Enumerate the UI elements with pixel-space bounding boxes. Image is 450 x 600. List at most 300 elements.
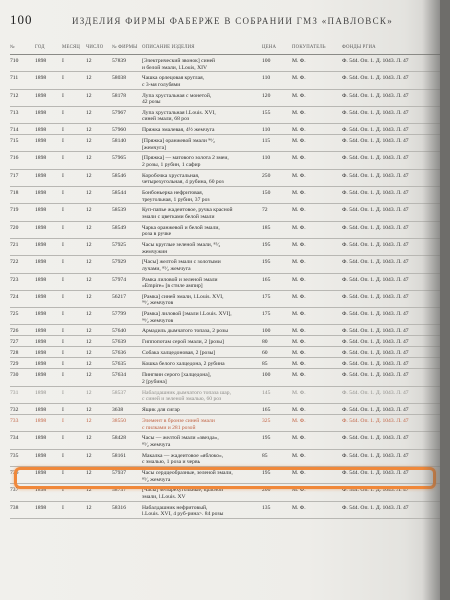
cell-year: 1898 — [35, 75, 47, 82]
table-row — [10, 369, 440, 386]
page-number: 100 — [10, 12, 33, 27]
table-row — [10, 107, 440, 124]
cell-firm-number: 58178 — [112, 92, 126, 99]
cell-month: I — [62, 372, 64, 379]
cell-month: I — [62, 452, 64, 459]
cell-buyer: М. Ф. — [292, 435, 306, 442]
col-number: № — [10, 44, 15, 50]
table-row — [10, 325, 440, 336]
cell-price: 165 — [262, 407, 271, 414]
cell-archive-fund: Ф. 544. Оп. 1. Д. 1043. Л. 47 — [342, 293, 409, 300]
cell-archive-fund: Ф. 544. Оп. 1. Д. 1043. Л. 47 — [342, 207, 409, 214]
cell-price: 250 — [262, 172, 271, 179]
cell-description: Часы — желтой эмали «звезда», ⁸⁵⁄₂ жемчуга — [142, 435, 219, 448]
cell-buyer: М. Ф. — [292, 452, 306, 459]
cell-year: 1898 — [35, 293, 47, 300]
table-row — [10, 187, 440, 204]
cell-buyer: М. Ф. — [292, 339, 306, 346]
table-row — [10, 135, 440, 152]
col-buyer: ПОКУПАТЕЛЬ — [292, 44, 326, 50]
table-row — [10, 415, 440, 432]
col-description: ОПИСАНИЕ ИЗДЕЛИЯ — [142, 44, 195, 50]
cell-buyer: М. Ф. — [292, 92, 306, 99]
cell-archive-fund: Ф. 544. Оп. 1. Д. 1043. Л. 47 — [342, 75, 409, 82]
cell-description: Пряжка эмалевая, 4½ жемчуга — [142, 127, 215, 134]
cell-description: Пингвин серого [халцедона], 2 [рубина] — [142, 372, 212, 386]
cell-archive-fund: Ф. 544. Оп. 1. Д. 1043. Л. 47 — [342, 361, 409, 368]
cell-year: 1898 — [35, 58, 47, 64]
cell-firm-number: 57925 — [112, 241, 126, 248]
cell-month: I — [62, 92, 64, 99]
cell-firm-number: 38550 — [112, 418, 126, 425]
col-firm-number: № ФИРМЫ — [112, 44, 138, 50]
cell-firm-number: 3638 — [112, 407, 124, 414]
cell-price: 115 — [262, 138, 271, 145]
cell-archive-fund: Ф. 544. Оп. 1. Д. 1043. Л. 47 — [342, 138, 409, 145]
cell-firm-number: 57799 — [112, 311, 126, 318]
cell-month: I — [62, 207, 64, 214]
cell-price: 195 — [262, 469, 271, 476]
table-row — [10, 204, 440, 221]
cell-month: I — [62, 487, 64, 494]
cell-year: 1898 — [35, 361, 47, 368]
cell-archive-fund: Ф. 544. Оп. 1. Д. 1043. Л. 47 — [342, 504, 409, 511]
cell-firm-number: 57839 — [112, 58, 126, 64]
cell-firm-number: 57967 — [112, 109, 126, 116]
cell-firm-number: 57960 — [112, 127, 126, 134]
cell-number: 715 — [10, 138, 19, 145]
cell-day: 12 — [86, 75, 92, 82]
cell-year: 1898 — [35, 418, 47, 425]
cell-price: 185 — [262, 224, 271, 231]
cell-description: Коробочка хрустальная, четырехугольная, 4 рубина, 60 роз — [142, 172, 224, 186]
cell-buyer: М. Ф. — [292, 224, 306, 231]
table-row — [10, 152, 440, 169]
table-row — [10, 274, 440, 291]
cell-firm-number: 58537 — [112, 389, 126, 396]
cell-year: 1898 — [35, 92, 47, 99]
cell-description: Кошка белого халцедона, 2 рубина — [142, 361, 225, 368]
cell-firm-number: 57639 — [112, 339, 126, 346]
cell-firm-number: 57640 — [112, 328, 126, 335]
cell-year: 1898 — [35, 241, 47, 248]
cell-day: 12 — [86, 276, 92, 283]
page-gutter-shadow — [422, 0, 440, 600]
cell-price: 60 — [262, 350, 268, 357]
cell-month: I — [62, 311, 64, 318]
cell-day: 12 — [86, 109, 92, 116]
cell-buyer: М. Ф. — [292, 328, 306, 335]
cell-day: 12 — [86, 487, 92, 494]
cell-archive-fund: Ф. 544. Оп. 1. Д. 1043. Л. 47 — [342, 350, 409, 357]
cell-month: I — [62, 469, 64, 476]
cell-price: 135 — [262, 504, 271, 511]
cell-buyer: М. Ф. — [292, 350, 306, 357]
cell-year: 1898 — [35, 328, 47, 335]
cell-day: 12 — [86, 407, 92, 414]
cell-price: 85 — [262, 361, 268, 368]
cell-description: Армадиль дымчатого топаза, 2 розы — [142, 328, 229, 335]
table-row — [10, 72, 440, 89]
cell-number: 711 — [10, 75, 19, 82]
cell-archive-fund: Ф. 544. Оп. 1. Д. 1043. Л. 47 — [342, 407, 409, 414]
cell-archive-fund: Ф. 544. Оп. 1. Д. 1043. Л. 47 — [342, 58, 409, 64]
cell-month: I — [62, 407, 64, 414]
cell-buyer: М. Ф. — [292, 372, 306, 379]
cell-buyer: М. Ф. — [292, 259, 306, 266]
table-row — [10, 502, 440, 519]
cell-month: I — [62, 155, 64, 162]
cell-description: Бонбоньерка нефритовая, треугольная, 1 рубин, 37 роз — [142, 190, 210, 203]
running-title: ИЗДЕЛИЯ ФИРМЫ ФАБЕРЖЕ В СОБРАНИИ ГМЗ «ПАВЛОВСК» — [72, 16, 394, 26]
cell-description: Элемент в бронзе синей эмали с пилками и 281 розой — [142, 418, 215, 431]
cell-month: I — [62, 504, 64, 511]
cell-number: 719 — [10, 207, 19, 214]
cell-year: 1898 — [35, 487, 47, 494]
cell-price: 175 — [262, 311, 271, 318]
cell-number: 731 — [10, 389, 19, 396]
cell-month: I — [62, 75, 64, 82]
cell-archive-fund: Ф. 544. Оп. 1. Д. 1043. Л. 47 — [342, 339, 409, 346]
cell-price: 325 — [262, 418, 271, 425]
cell-firm-number: 57634 — [112, 372, 126, 379]
cell-description: [Рамка] синей эмали, l.Louis. XVI, ⁹⁶⁄₂ жемчугов — [142, 293, 224, 307]
cell-description: Набалдашник нефритовый, l.Louis. XVI, 4 руб-рина>. 84 розы — [142, 504, 224, 518]
cell-day: 12 — [86, 418, 92, 425]
cell-number: 720 — [10, 224, 19, 231]
cell-buyer: М. Ф. — [292, 389, 306, 396]
cell-archive-fund: Ф. 544. Оп. 1. Д. 1043. Л. 47 — [342, 469, 409, 476]
cell-price: 155 — [262, 109, 271, 116]
cell-year: 1898 — [35, 339, 47, 346]
cell-year: 1898 — [35, 504, 47, 511]
cell-description: [Часы] желтой эмали с золотыми лучами, ⁸⁵⁄₂ жемчуга — [142, 259, 221, 272]
cell-day: 12 — [86, 389, 92, 396]
cell-description: [Пряжка] оранжевой эмали ⁹⁶⁄₂ [жемчуга] — [142, 138, 216, 151]
cell-description: Лупа хрустальная с монетой, 42 розы — [142, 92, 212, 106]
cell-firm-number: 58539 — [112, 207, 126, 214]
cell-year: 1898 — [35, 372, 47, 379]
cell-number: 732 — [10, 407, 19, 414]
table-row — [10, 55, 440, 72]
cell-number: 724 — [10, 293, 19, 300]
cell-year: 1898 — [35, 109, 47, 116]
cell-number: 712 — [10, 92, 19, 99]
cell-firm-number: 58161 — [112, 452, 126, 459]
cell-firm-number: 58737 — [112, 487, 126, 494]
cell-buyer: М. Ф. — [292, 469, 306, 476]
cell-description: [Пряжка] — матового золота 2 змеи, 2 розы, 1 рубин, 1 сафир — [142, 155, 229, 169]
cell-month: I — [62, 172, 64, 179]
cell-description: Куп-папье жадеитовое, ручка красной эмали с цветками белой эмали — [142, 207, 233, 220]
cell-month: I — [62, 328, 64, 335]
inventory-table — [10, 42, 440, 519]
cell-description: [Рамка] лиловой [эмали l.Louis. XVI], ⁹⁶⁄₂ жемчугов — [142, 311, 232, 324]
cell-archive-fund: Ф. 544. Оп. 1. Д. 1043. Л. 47 — [342, 372, 409, 379]
cell-firm-number: 57937 — [112, 469, 126, 476]
cell-archive-fund: Ф. 544. Оп. 1. Д. 1043. Л. 47 — [342, 172, 409, 179]
table-row — [10, 404, 440, 415]
cell-number: 725 — [10, 311, 19, 318]
cell-day: 12 — [86, 127, 92, 134]
cell-day: 12 — [86, 224, 92, 231]
cell-price: 165 — [262, 276, 271, 283]
cell-archive-fund: Ф. 544. Оп. 1. Д. 1043. Л. 47 — [342, 224, 409, 231]
cell-number: 714 — [10, 127, 19, 134]
cell-price: 195 — [262, 259, 271, 266]
cell-number: 723 — [10, 276, 19, 283]
cell-year: 1898 — [35, 389, 47, 396]
cell-buyer: М. Ф. — [292, 311, 306, 318]
cell-archive-fund: Ф. 544. Оп. 1. Д. 1043. Л. 47 — [342, 92, 409, 99]
cell-archive-fund: Ф. 544. Оп. 1. Д. 1043. Л. 47 — [342, 435, 409, 442]
cell-day: 12 — [86, 293, 92, 300]
cell-year: 1898 — [35, 127, 47, 134]
table-header — [10, 42, 440, 55]
cell-description: Гиппопотам серой эмали, 2 [розы] — [142, 339, 224, 346]
cell-year: 1898 — [35, 452, 47, 459]
cell-year: 1898 — [35, 350, 47, 357]
cell-month: I — [62, 350, 64, 357]
table-row — [10, 90, 440, 107]
cell-archive-fund: Ф. 544. Оп. 1. Д. 1043. Л. 47 — [342, 389, 409, 396]
cell-month: I — [62, 293, 64, 300]
cell-day: 12 — [86, 361, 92, 368]
cell-number: 728 — [10, 350, 19, 357]
cell-day: 12 — [86, 241, 92, 248]
table-row — [10, 336, 440, 347]
col-archive-fund: ФОНДЫ РГИА — [342, 44, 376, 50]
cell-price: 200 — [262, 487, 271, 494]
cell-firm-number: 58038 — [112, 75, 126, 82]
cell-day: 12 — [86, 469, 92, 476]
cell-number: 713 — [10, 109, 19, 116]
cell-number: 736 — [10, 469, 19, 476]
cell-buyer: М. Ф. — [292, 127, 306, 134]
cell-firm-number: 58544 — [112, 190, 126, 197]
cell-day: 12 — [86, 92, 92, 99]
cell-archive-fund: Ф. 544. Оп. 1. Д. 1043. Л. 47 — [342, 418, 409, 425]
cell-day: 12 — [86, 58, 92, 64]
cell-month: I — [62, 435, 64, 442]
cell-archive-fund: Ф. 544. Оп. 1. Д. 1043. Л. 47 — [342, 259, 409, 266]
cell-month: I — [62, 418, 64, 425]
cell-day: 12 — [86, 504, 92, 511]
cell-firm-number: 57929 — [112, 259, 126, 266]
cell-description: Рамка лиловой и зеленой эмали «Empire» [в стиле ампир] — [142, 276, 218, 290]
cell-firm-number: 57635 — [112, 361, 126, 368]
cell-archive-fund: Ф. 544. Оп. 1. Д. 1043. Л. 47 — [342, 276, 409, 283]
cell-day: 12 — [86, 452, 92, 459]
cell-number: 718 — [10, 190, 19, 197]
cell-day: 12 — [86, 311, 92, 318]
cell-buyer: М. Ф. — [292, 58, 306, 64]
cell-buyer: М. Ф. — [292, 487, 306, 494]
table-row — [10, 484, 440, 501]
cell-year: 1898 — [35, 259, 47, 266]
cell-number: 733 — [10, 418, 19, 425]
cell-buyer: М. Ф. — [292, 190, 306, 197]
cell-description: Часы круглые зеленой эмали, ⁸⁵⁄₂ жемчужин — [142, 241, 221, 255]
cell-number: 726 — [10, 328, 19, 335]
cell-day: 12 — [86, 155, 92, 162]
cell-price: 100 — [262, 372, 271, 379]
cell-firm-number: 58316 — [112, 504, 126, 511]
table-row — [10, 450, 440, 467]
cell-year: 1898 — [35, 172, 47, 179]
cell-price: 110 — [262, 155, 271, 162]
col-day: ЧИСЛО — [86, 44, 104, 50]
cell-month: I — [62, 389, 64, 396]
cell-description: Часы сердцеобразные, зеленой эмали, ⁸⁵⁄₂ жемчуга — [142, 469, 233, 483]
cell-price: 110 — [262, 75, 271, 82]
cell-month: I — [62, 361, 64, 368]
table-row — [10, 308, 440, 325]
cell-archive-fund: Ф. 544. Оп. 1. Д. 1043. Л. 47 — [342, 109, 409, 116]
cell-buyer: М. Ф. — [292, 172, 306, 179]
cell-archive-fund: Ф. 544. Оп. 1. Д. 1043. Л. 47 — [342, 241, 409, 248]
cell-month: I — [62, 190, 64, 197]
cell-firm-number: 57965 — [112, 155, 126, 162]
cell-buyer: М. Ф. — [292, 293, 306, 300]
cell-day: 12 — [86, 172, 92, 179]
cell-buyer: М. Ф. — [292, 155, 306, 162]
cell-year: 1898 — [35, 311, 47, 318]
cell-buyer: М. Ф. — [292, 276, 306, 283]
cell-number: 717 — [10, 172, 19, 179]
cell-buyer: М. Ф. — [292, 241, 306, 248]
cell-description: Лупа хрустальная l.Louis. XVI, синей эмали, 68 роз — [142, 109, 216, 123]
cell-archive-fund: Ф. 544. Оп. 1. Д. 1043. Л. 47 — [342, 328, 409, 335]
cell-price: 150 — [262, 190, 271, 197]
cell-buyer: М. Ф. — [292, 207, 306, 214]
cell-archive-fund: Ф. 544. Оп. 1. Д. 1043. Л. 47 — [342, 190, 409, 197]
cell-year: 1898 — [35, 207, 47, 214]
table-row — [10, 239, 440, 256]
cell-month: I — [62, 276, 64, 283]
cell-month: I — [62, 127, 64, 134]
table-row — [10, 291, 440, 308]
cell-description: Собака халцедоновая, 2 [розы] — [142, 350, 216, 357]
cell-day: 12 — [86, 138, 92, 145]
col-year: ГОД — [35, 44, 45, 50]
cell-price: 100 — [262, 58, 271, 64]
cell-number: 722 — [10, 259, 19, 266]
cell-number: 729 — [10, 361, 19, 368]
cell-day: 12 — [86, 350, 92, 357]
cell-firm-number: 56217 — [112, 293, 126, 300]
cell-number: 716 — [10, 155, 19, 162]
table-row — [10, 432, 440, 449]
cell-month: I — [62, 241, 64, 248]
cell-buyer: М. Ф. — [292, 361, 306, 368]
cell-archive-fund: Ф. 544. Оп. 1. Д. 1043. Л. 47 — [342, 452, 409, 459]
cell-price: 100 — [262, 328, 271, 335]
cell-firm-number: 57974 — [112, 276, 126, 283]
table-row — [10, 358, 440, 369]
cell-description: [Часы] четырехугольные, красной эмали, l.Louis. XV — [142, 487, 224, 500]
cell-day: 12 — [86, 207, 92, 214]
cell-year: 1898 — [35, 407, 47, 414]
cell-firm-number: 58428 — [112, 435, 126, 442]
cell-number: 738 — [10, 504, 19, 511]
cell-description: Чашка орлецовая круглая, с 3-мя голубями — [142, 75, 205, 88]
cell-price: 195 — [262, 241, 271, 248]
cell-price: 110 — [262, 127, 271, 134]
cell-firm-number: 58546 — [112, 172, 126, 179]
cell-price: 120 — [262, 92, 271, 99]
cell-month: I — [62, 224, 64, 231]
cell-archive-fund: Ф. 544. Оп. 1. Д. 1043. Л. 47 — [342, 155, 409, 162]
table-row — [10, 347, 440, 358]
col-price: ЦЕНА — [262, 44, 277, 50]
cell-description: Набалдашник дымчатого топаза шар, с синей и зеленой эмалью, 60 роз — [142, 389, 231, 403]
cell-day: 12 — [86, 372, 92, 379]
cell-description: Ящик для сигар — [142, 407, 180, 414]
cell-year: 1898 — [35, 155, 47, 162]
cell-month: I — [62, 58, 64, 64]
cell-month: I — [62, 109, 64, 116]
cell-day: 12 — [86, 435, 92, 442]
cell-number: 727 — [10, 339, 19, 346]
page-header — [10, 12, 440, 30]
table-row — [10, 222, 440, 239]
cell-day: 12 — [86, 190, 92, 197]
cell-year: 1898 — [35, 435, 47, 442]
table-row — [10, 387, 440, 404]
cell-number: 730 — [10, 372, 19, 379]
cell-year: 1898 — [35, 190, 47, 197]
cell-price: 85 — [262, 452, 268, 459]
cell-buyer: М. Ф. — [292, 109, 306, 116]
cell-buyer: М. Ф. — [292, 504, 306, 511]
cell-price: 80 — [262, 339, 268, 346]
cell-description: [Электрический звонок] синей и белой эмали, l.Louis, XIV — [142, 58, 216, 71]
cell-number: 710 — [10, 58, 19, 64]
cell-description: Чарка оранжевой и белой эмали, роза в ручке — [142, 224, 220, 238]
cell-year: 1898 — [35, 276, 47, 283]
cell-firm-number: 58549 — [112, 224, 126, 231]
cell-day: 12 — [86, 259, 92, 266]
cell-price: 195 — [262, 435, 271, 442]
cell-month: I — [62, 339, 64, 346]
cell-firm-number: 57636 — [112, 350, 126, 357]
cell-buyer: М. Ф. — [292, 75, 306, 82]
cell-number: 721 — [10, 241, 19, 248]
table-row — [10, 256, 440, 273]
cell-year: 1898 — [35, 469, 47, 476]
table-row — [10, 170, 440, 187]
cell-day: 12 — [86, 339, 92, 346]
table-row — [10, 124, 440, 135]
col-month: МЕСЯЦ — [62, 44, 81, 50]
cell-archive-fund: Ф. 544. Оп. 1. Д. 1043. Л. 47 — [342, 487, 409, 494]
cell-year: 1898 — [35, 224, 47, 231]
cell-day: 12 — [86, 328, 92, 335]
cell-firm-number: 58140 — [112, 138, 126, 145]
table-body — [10, 55, 440, 519]
cell-number: 737 — [10, 487, 19, 494]
cell-price: 175 — [262, 293, 271, 300]
cell-description: Макалка — жадеитовое «яблоко», с эмалью, 1 роза и червь — [142, 452, 224, 466]
cell-archive-fund: Ф. 544. Оп. 1. Д. 1043. Л. 47 — [342, 311, 409, 318]
cell-number: 735 — [10, 452, 19, 459]
cell-archive-fund: Ф. 544. Оп. 1. Д. 1043. Л. 47 — [342, 127, 409, 134]
cell-buyer: М. Ф. — [292, 407, 306, 414]
cell-price: 145 — [262, 389, 271, 396]
cell-buyer: М. Ф. — [292, 138, 306, 145]
cell-number: 734 — [10, 435, 19, 442]
